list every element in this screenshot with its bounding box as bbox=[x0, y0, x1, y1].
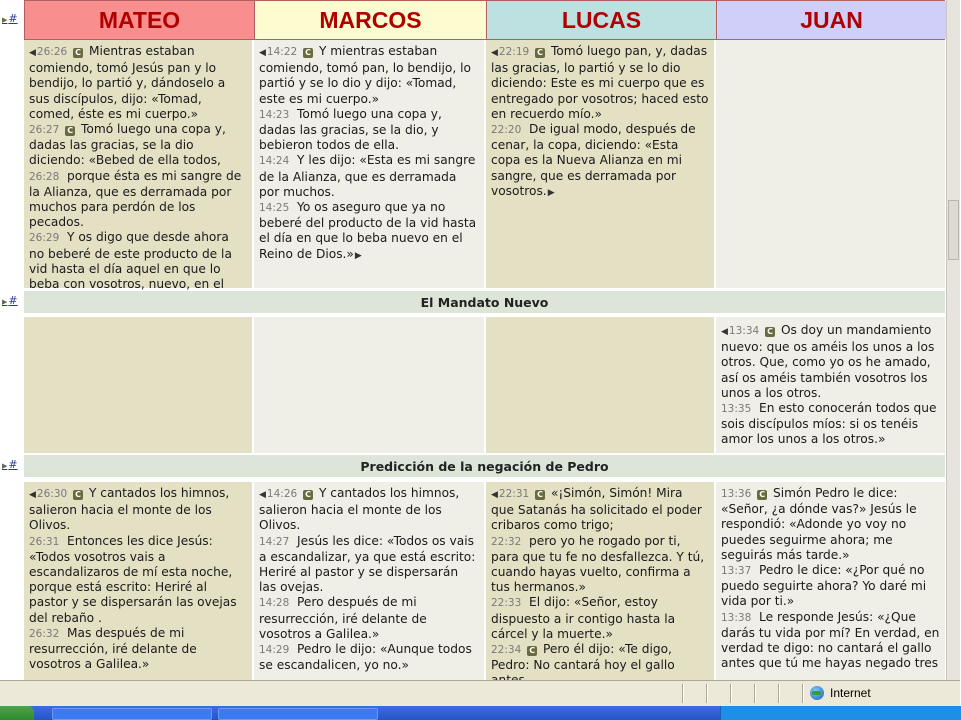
cell-juan bbox=[716, 317, 945, 453]
commentary-icon[interactable]: C bbox=[73, 490, 83, 500]
prev-arrow-icon[interactable]: ◀ bbox=[491, 490, 498, 500]
header-marcos: MARCOS bbox=[255, 1, 487, 39]
verse-number: 13:38 bbox=[721, 611, 752, 624]
passage-row-1 bbox=[24, 40, 945, 292]
verse-number: 26:31 bbox=[29, 535, 60, 548]
cell-lucas bbox=[486, 482, 716, 680]
header-lucas: LUCAS bbox=[487, 1, 717, 39]
verse-text: Y os digo que desde ahora no beberé de este producto de la vid hasta el día aquel en que lo beba con vosotros, nuevo, en el bbox=[29, 230, 232, 292]
verse-number: 26:30 bbox=[36, 488, 68, 500]
commentary-icon[interactable]: C bbox=[535, 490, 545, 500]
verse-number: 22:31 bbox=[498, 488, 530, 500]
commentary-icon[interactable]: C bbox=[757, 490, 767, 500]
section-title-mandato-nuevo: El Mandato Nuevo bbox=[24, 291, 945, 313]
verse-text: De igual modo, después de cenar, la copa, diciendo: «Esta copa es la Nueva Alianza en mi sangre, que es derramada por vosotros. bbox=[491, 122, 696, 198]
left-margin bbox=[0, 0, 22, 680]
verse-text: Yo os aseguro que ya no beberé del producto de la vid hasta el día en que lo beba nuevo en el Reino de Dios.» bbox=[259, 200, 477, 261]
globe-icon bbox=[810, 686, 824, 700]
cell-juan bbox=[716, 482, 945, 680]
prev-arrow-icon[interactable]: ◀ bbox=[259, 48, 266, 58]
vertical-scrollbar[interactable] bbox=[946, 0, 960, 680]
verse-text: Entonces les dice Jesús: «Todos vosotros vais a escandalizaros de mí esta noche, porque está escrito: Heriré al pastor y se dispersarán las ovejas del rebaño . bbox=[29, 533, 237, 625]
header-juan: JUAN bbox=[717, 1, 946, 39]
status-divider bbox=[778, 684, 780, 703]
verse-number: 14:25 bbox=[259, 202, 290, 215]
commentary-icon[interactable]: C bbox=[765, 327, 775, 337]
cell-marcos bbox=[254, 482, 486, 680]
status-divider bbox=[802, 684, 804, 703]
cell-mateo bbox=[24, 40, 254, 292]
expand-triangle-icon: ▶ bbox=[2, 16, 8, 24]
verse-text: pero yo he rogado por ti, para que tu fe no desfallezca. Y tú, cuando hayas vuelto, confirma a tus hermanos.» bbox=[491, 533, 705, 595]
verse-text: Os doy un mandamiento nuevo: que os améis los unos a los otros. Que, como yo os he amado, así os améis también vosotros los unos a los otros. bbox=[721, 323, 935, 400]
expand-triangle-icon: ▶ bbox=[2, 462, 8, 470]
verse-text: Pedro le dice: «¿Por qué no puedo seguirte ahora? Yo daré mi vida por ti.» bbox=[721, 563, 927, 609]
status-divider bbox=[706, 684, 708, 703]
cell-mateo bbox=[24, 317, 254, 453]
verse-text: Le responde Jesús: «¿Que darás tu vida por mí? En verdad, en verdad te digo: no cantará el gallo antes que tú me hayas negado tres bbox=[721, 609, 940, 671]
verse-text: Tomó luego una copa y, dadas las gracias, se la dio diciendo: «Bebed de ella todos, bbox=[29, 122, 226, 168]
verse-number: 13:37 bbox=[721, 565, 752, 578]
verse-text: Pero después de mi resurrección, iré delante de vosotros a Galilea.» bbox=[259, 595, 427, 641]
commentary-icon[interactable]: C bbox=[303, 490, 313, 500]
cell-juan bbox=[716, 40, 945, 288]
cell-mateo bbox=[24, 482, 254, 680]
commentary-icon[interactable]: C bbox=[527, 646, 537, 656]
expand-triangle-icon: ▶ bbox=[2, 298, 8, 306]
verse-number: 22:34 bbox=[491, 644, 522, 657]
verse-text: El dijo: «Señor, estoy dispuesto a ir contigo hasta la cárcel y la muerte.» bbox=[491, 595, 676, 641]
prev-arrow-icon[interactable]: ◀ bbox=[29, 490, 36, 500]
row-anchor-link[interactable]: ▶# bbox=[2, 12, 18, 25]
verse-number: 26:29 bbox=[29, 232, 60, 245]
verse-number: 14:27 bbox=[259, 535, 290, 548]
cell-marcos bbox=[254, 40, 486, 288]
status-divider bbox=[754, 684, 756, 703]
verse-text: Mientras estaban comiendo, tomó Jesús pan y lo bendijo, lo partió y, dándoselo a sus discípulos, dijo: «Tomad, comed, éste es mi cuerpo.» bbox=[29, 44, 226, 121]
prev-arrow-icon[interactable]: ◀ bbox=[491, 48, 498, 58]
verse-text: porque ésta es mi sangre de la Alianza, que es derramada por muchos para perdón de los pecados. bbox=[29, 168, 242, 230]
prev-arrow-icon[interactable]: ◀ bbox=[721, 327, 728, 337]
verse-text: Jesús les dice: «Todos os vais a escandalizar, ya que está escrito: Heriré al pastor y se dispersarán las ovejas. bbox=[259, 533, 476, 595]
commentary-icon[interactable]: C bbox=[73, 48, 83, 58]
verse-text: Y cantados los himnos, salieron hacia el monte de los Olivos. bbox=[259, 486, 460, 533]
scrollbar-thumb[interactable] bbox=[948, 200, 959, 260]
prev-arrow-icon[interactable]: ◀ bbox=[29, 48, 36, 58]
browser-status-bar bbox=[0, 680, 960, 706]
verse-number: 26:26 bbox=[36, 46, 68, 58]
commentary-icon[interactable]: C bbox=[65, 126, 75, 136]
header-mateo: MATEO bbox=[25, 1, 255, 39]
verse-number: 26:27 bbox=[29, 124, 60, 137]
prev-arrow-icon[interactable]: ◀ bbox=[259, 490, 266, 500]
verse-number: 13:34 bbox=[728, 325, 760, 337]
taskbar-button[interactable] bbox=[52, 708, 212, 720]
row-anchor-link[interactable]: ▶# bbox=[2, 294, 18, 307]
system-tray bbox=[720, 706, 961, 720]
row-anchor-link[interactable]: ▶# bbox=[2, 458, 18, 471]
verse-number: 22:19 bbox=[498, 46, 530, 58]
next-arrow-icon[interactable]: ▶ bbox=[547, 187, 555, 198]
verse-number: 14:24 bbox=[259, 155, 290, 168]
start-button[interactable] bbox=[0, 706, 34, 720]
status-divider bbox=[682, 684, 684, 703]
verse-text: Pero él dijo: «Te digo, Pedro: No cantará hoy el gallo bbox=[491, 642, 675, 673]
verse-text: Mas después de mi resurrección, iré delante de vosotros a Galilea.» bbox=[29, 625, 197, 672]
status-divider bbox=[730, 684, 732, 703]
cell-lucas bbox=[486, 317, 716, 453]
section-title-negacion-pedro: Predicción de la negación de Pedro bbox=[24, 455, 945, 477]
security-zone bbox=[810, 686, 871, 700]
verse-text: Tomó luego una copa y, dadas las gracias, se la dio, y bebieron todos de ella. bbox=[259, 106, 442, 153]
verse-number: 14:29 bbox=[259, 644, 290, 657]
verse-number: 22:32 bbox=[491, 535, 522, 548]
verse-number: 14:22 bbox=[266, 46, 298, 58]
commentary-icon[interactable]: C bbox=[535, 48, 545, 58]
verse-text: En esto conocerán todos que sois discípulos míos: si os tenéis amor los unos a los otros.» bbox=[721, 401, 937, 447]
verse-number: 26:28 bbox=[29, 170, 60, 183]
verse-number: 22:20 bbox=[491, 124, 522, 137]
zone-label: Internet bbox=[830, 686, 871, 700]
verse-number: 14:26 bbox=[266, 488, 298, 500]
commentary-icon[interactable]: C bbox=[303, 48, 313, 58]
verse-number: 13:35 bbox=[721, 403, 752, 416]
cell-lucas bbox=[486, 40, 716, 288]
taskbar-button[interactable] bbox=[218, 708, 378, 720]
windows-taskbar bbox=[0, 706, 960, 720]
verse-text: Y cantados los himnos, salieron hacia el monte de los Olivos. bbox=[29, 486, 230, 533]
verse-text: Y les dijo: «Esta es mi sangre de la Alianza, que es derramada por muchos. bbox=[259, 153, 476, 199]
verse-text: Pedro le dijo: «Aunque todos se escandalicen, yo no.» bbox=[259, 642, 472, 673]
passage-row-2 bbox=[24, 317, 945, 453]
verse-number: 14:23 bbox=[259, 108, 290, 121]
verse-number: 26:32 bbox=[29, 627, 60, 640]
verse-text: Simón Pedro le dice: «Señor, ¿a dónde vas?» Jesús le respondió: «Adonde yo voy no puedes seguirme ahora; me seguirás más tarde.» bbox=[721, 486, 917, 562]
passage-row-3 bbox=[24, 482, 945, 680]
verse-text: Tomó luego pan, y, dadas las gracias, lo partió y se lo dio diciendo: Este es mi cuerpo que es entregado por vosotros; haced esto en recuerdo mío.» bbox=[491, 44, 709, 121]
cell-marcos bbox=[254, 317, 486, 453]
verse-number: 22:33 bbox=[491, 597, 522, 610]
next-arrow-icon[interactable]: ▶ bbox=[354, 250, 362, 261]
verse-number: 13:36 bbox=[721, 488, 752, 500]
verse-text: «¡Simón, Simón! Mira que Satanás ha solicitado el poder cribaros como trigo; bbox=[491, 486, 702, 533]
verse-number: 14:28 bbox=[259, 597, 290, 610]
verse-text: Y mientras estaban comiendo, tomó pan, lo bendijo, lo partió y se lo dio y dijo: «Tomad, este es mi cuerpo.» bbox=[259, 44, 471, 106]
gospel-column-headers bbox=[24, 0, 945, 40]
